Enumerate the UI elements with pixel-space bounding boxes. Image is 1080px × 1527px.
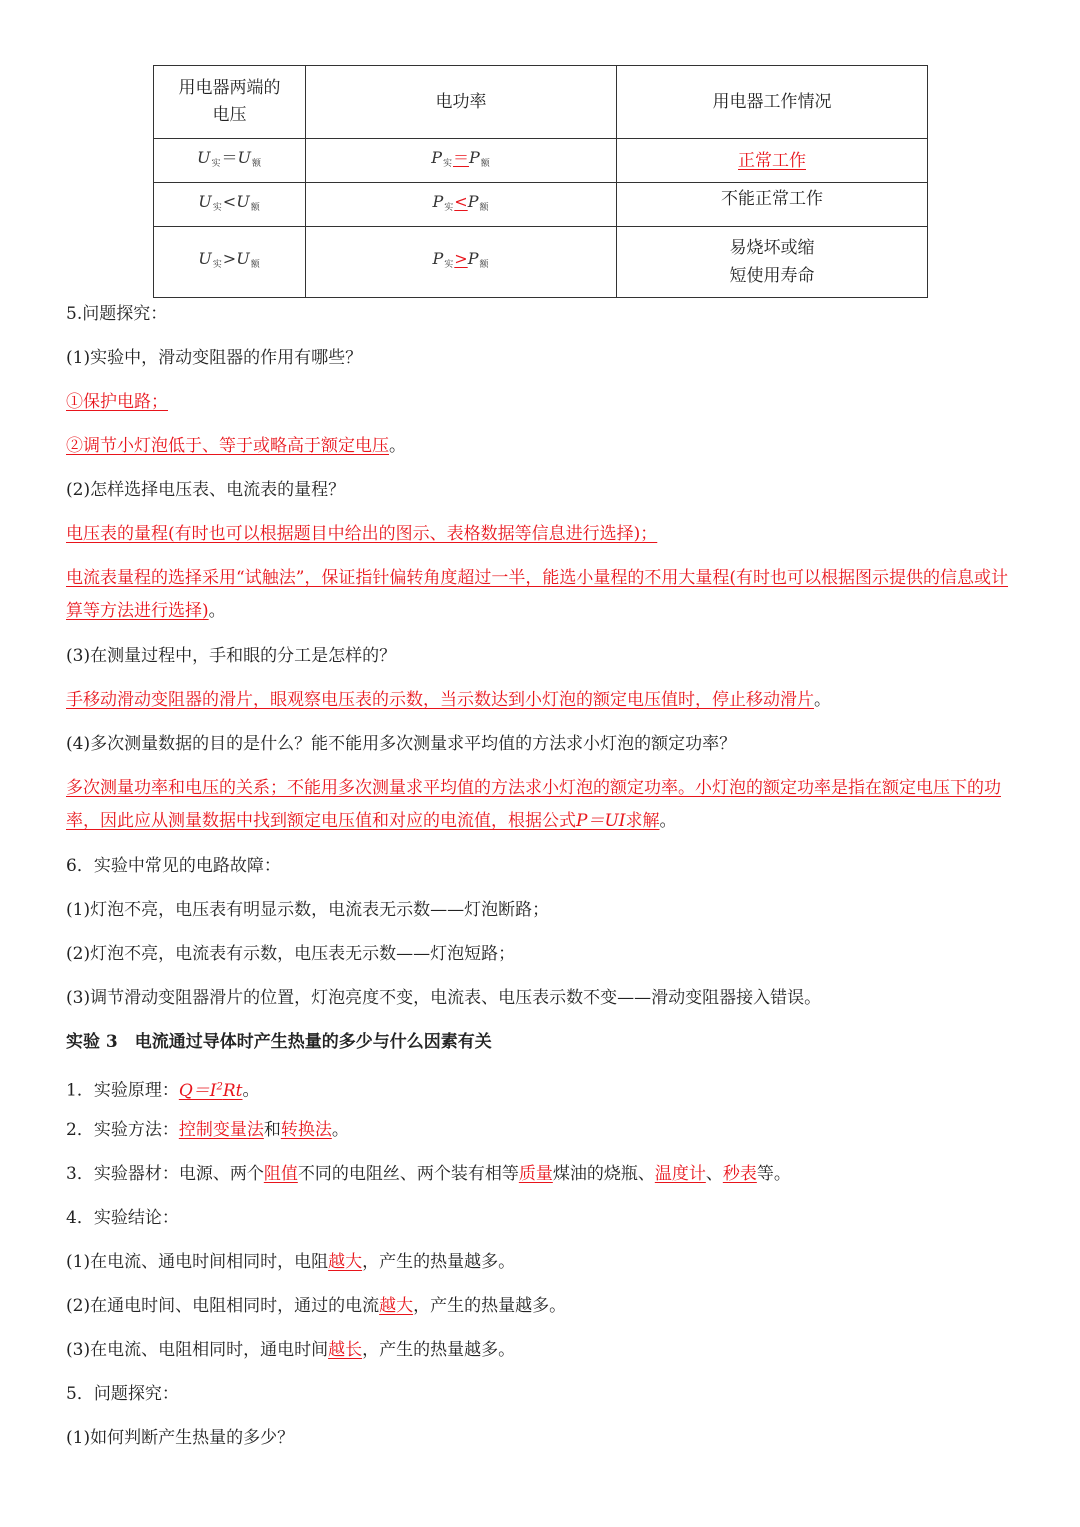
voltage-relation: $U_实>U_额$ [198,249,260,270]
equipment-line [66,1158,1016,1191]
header-power [306,66,617,139]
label: 2．实验方法： [66,1120,179,1140]
status-cell [617,227,928,298]
answer-text: 阻值 [263,1164,298,1184]
power-table [153,65,928,298]
answer-text: 控制变量法 [178,1120,264,1140]
status-text: 正常工作 [738,150,806,171]
fault-item: (2)灯泡不亮，电流表有示数，电压表无示数——灯泡短路； [66,944,516,964]
answer-text: 越长 [328,1340,363,1360]
header-voltage-text: 用电器两端的电压 [178,78,281,125]
answer-line [66,430,1016,463]
punctuation: 。 [659,811,677,831]
section-title: 5．问题探究： [66,1384,179,1404]
fault-item: (1)灯泡不亮，电压表有明显示数，电流表无示数——灯泡断路； [66,900,550,920]
answer-text: 质量 [518,1164,553,1184]
status-text-line1: 易烧坏或缩 [729,238,815,258]
table-row [154,227,928,298]
text: 、 [705,1164,723,1184]
power-cell [306,183,617,227]
section-title: 4．实验结论： [66,1208,179,1228]
answer-text: 求解 [625,811,660,831]
punctuation: 。 [242,1080,260,1101]
voltage-cell [154,183,306,227]
punctuation: 。 [331,1120,349,1140]
power-relation: $P_实<P_额$ [432,191,489,213]
header-status-text: 用电器工作情况 [712,92,832,112]
text: 不同的电阻丝、两个装有相等 [297,1164,519,1184]
voltage-cell [154,139,306,183]
answer-text: 手移动滑动变阻器的滑片，眼观察电压表的示数，当示数达到小灯泡的额定电压值时，停止移动滑片 [66,690,814,710]
status-cell [617,139,928,183]
experiment-heading: 实验 3 电流通过导体时产生热量的多少与什么因素有关 [66,1032,492,1052]
text: 等。 [756,1164,791,1184]
conclusion-item: (1)在电流、通电时间相同时，电阻越大，产生的热量越多。 [66,1252,516,1272]
header-voltage [154,66,306,139]
power-relation: $P_实=P_额$ [431,147,490,169]
answer-line [66,518,1016,551]
voltage-relation: $U_实<U_额$ [198,191,260,213]
answer-text: 多次测量功率和电压的关系；不能用多次测量求平均值的方法求小灯泡的额定功率。小灯泡的额定功率是指在额定电压下的功率，因此应从测量数据中找到额定电压值和对应的电流值，根据公式 [66,778,1001,831]
conclusion-item: (2)在通电时间、电阻相同时，通过的电流越大，产生的热量越多。 [66,1296,567,1316]
power-relation: $P_实>P_额$ [432,249,489,270]
punctuation: 。 [208,601,226,621]
voltage-cell [154,227,306,298]
conclusion-item: (3)在电流、电阻相同时，通电时间越长，产生的热量越多。 [66,1340,516,1360]
table-header-row [154,66,928,139]
question: (3)在测量过程中，手和眼的分工是怎样的？ [66,646,397,666]
status-cell [617,183,928,227]
text: 和 [263,1120,281,1140]
label: 1．实验原理： [66,1080,179,1101]
formula: $Q=I^2Rt$ [178,1080,243,1101]
section-title: 5.问题探究： [66,304,168,324]
answer-text: ①保护电路； [66,392,168,412]
method-line [66,1114,1016,1147]
answer-paragraph [66,562,1016,628]
question: (2)怎样选择电压表、电流表的量程？ [66,480,346,500]
header-status [617,66,928,139]
answer-text: 温度计 [654,1164,706,1184]
question: (1)如何判断产生热量的多少？ [66,1428,295,1448]
answer-text: 电压表的量程(有时也可以根据题目中给出的图示、表格数据等信息进行选择)； [66,524,658,544]
answer-text: 转换法 [280,1120,332,1140]
answer-text: ②调节小灯泡低于、等于或略高于额定电压 [66,436,389,456]
answer-text: 电流表量程的选择采用“试触法”，保证指针偏转角度超过一半，能选小量程的不用大量程(有时也可以根据图示提供的信息或计算等方法进行选择) [66,568,1009,621]
formula: P＝UI [576,811,626,831]
punctuation: 。 [389,436,406,456]
answer-text: 越大 [328,1252,363,1272]
table-row [154,139,928,183]
answer-line [66,684,1016,717]
table-row [154,183,928,227]
answer-line [66,386,1016,419]
answer-paragraph [66,772,1016,838]
voltage-relation: $U_实=U_额$ [196,147,261,169]
power-cell [306,139,617,183]
principle-line [66,1070,1016,1108]
section-title: 6．实验中常见的电路故障： [66,856,281,876]
text: 煤油的烧瓶、 [552,1164,655,1184]
question: (1)实验中，滑动变阻器的作用有哪些？ [66,348,363,368]
power-cell [306,227,617,298]
header-power-text: 电功率 [435,92,487,112]
text: 3．实验器材：电源、两个 [66,1164,264,1184]
punctuation: 。 [814,690,831,710]
status-text: 不能正常工作 [721,189,823,209]
status-text-line2: 短使用寿命 [729,266,815,286]
fault-item: (3)调节滑动变阻器滑片的位置，灯泡亮度不变，电流表、电压表示数不变——滑动变阻器接入错误。 [66,988,822,1008]
answer-text: 越大 [379,1296,414,1316]
question: (4)多次测量数据的目的是什么？能不能用多次测量求平均值的方法求小灯泡的额定功率？ [66,734,737,754]
answer-text: 秒表 [722,1164,757,1184]
